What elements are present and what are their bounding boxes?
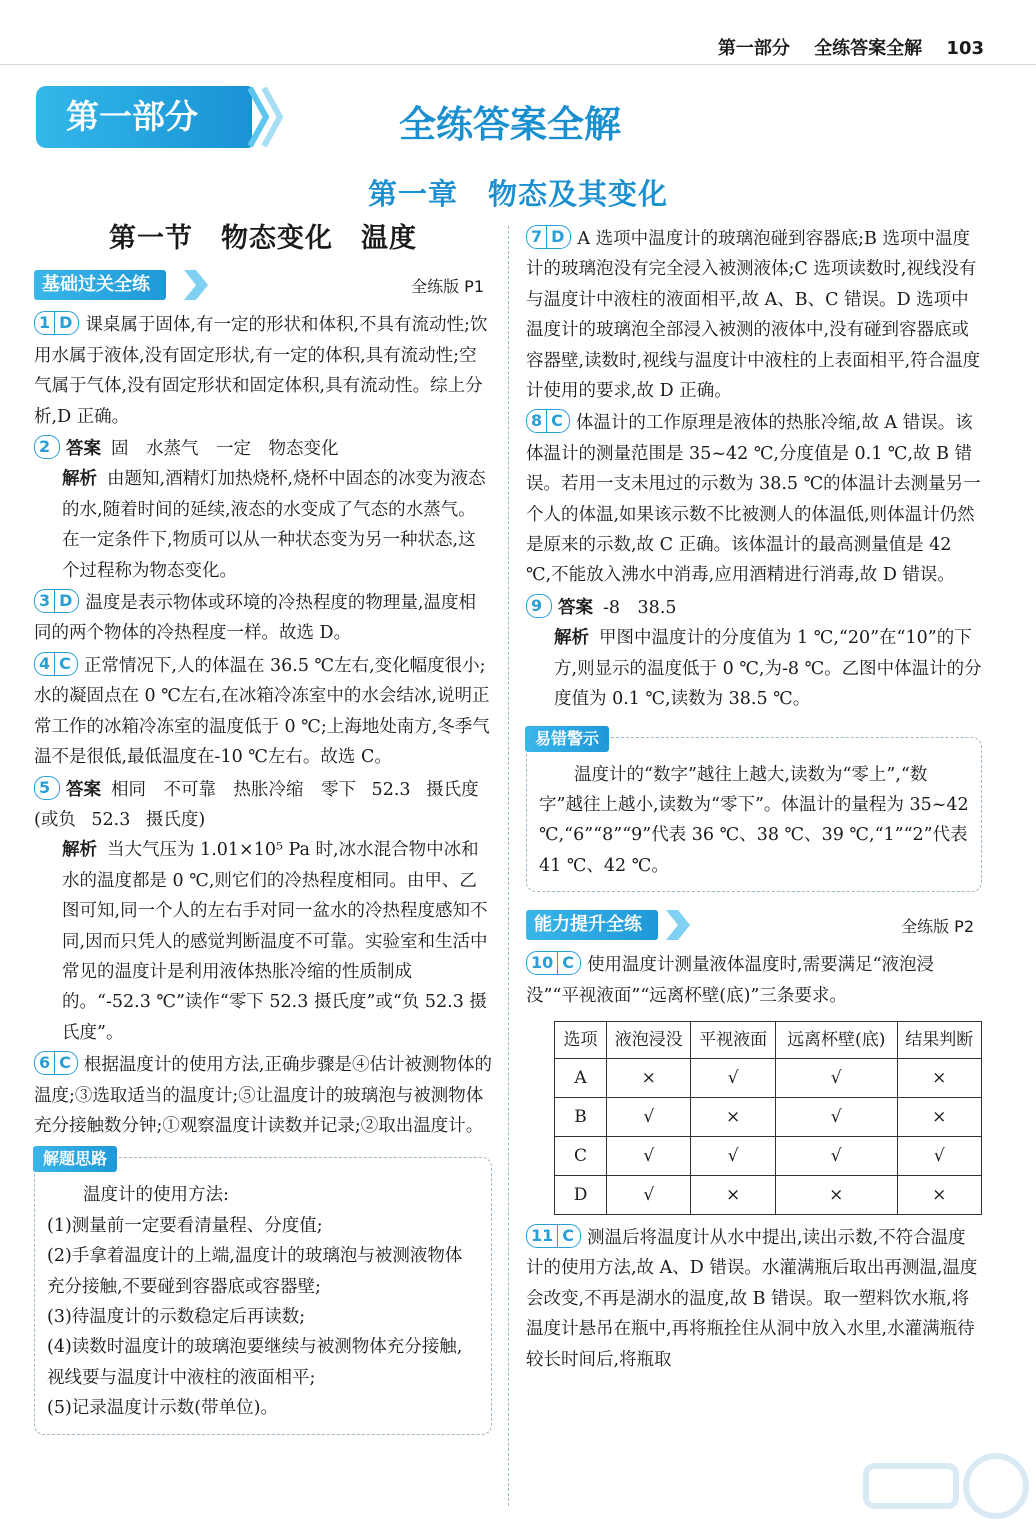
question-4 [34,651,492,773]
question-1-text: 课桌属于固体,有一定的形状和体积,不具有流动性;饮用水属于液体,没有固定形状,有一定的体积,具有流动性;空气属于气体,没有固定形状和固定体积,具有流动性。综上分析,D 正确。 [34,315,488,427]
question-7-text: A 选项中温度计的玻璃泡碰到容器底;B 选项中温度计的玻璃泡没有完全浸入被测液体;C 选项读数时,视线没有与温度计中液柱的液面相平,故 A、B、C 错误。D 选项中温度计的玻璃泡全部浸入被测的液体中,没有碰到容器底或容器壁,读数时,视线与温度计中液柱的上表面相平,符合温度计使用的要求,故 D 正确。 [526,229,981,402]
header-book-title: 全练答案全解 [814,38,923,59]
question-6 [34,1050,492,1141]
table-cell: √ [607,1136,691,1175]
question-number-badge: 2 [34,435,60,459]
question-8-text: 体温计的工作原理是液体的热胀冷缩,故 A 错误。该体温计的测量范围是 35~42 ℃,分度值是 0.1 ℃,故 B 错误。若用一支未甩过的示数为 38.5 ℃的体温计去测量另一个人的体温,如果该示数不比被测人的体温低,则体温计仍然是原来的示数,故 C 正确。该体温计的最高测量值是 42 ℃,不能放入沸水中消毒,应用酒精进行消毒,故 D 错误。 [526,413,981,586]
answer-label: 答案 [66,779,101,800]
table-cell: √ [775,1136,897,1175]
table-cell: × [691,1175,775,1214]
table-cell: × [691,1097,775,1136]
results-table [554,1021,982,1215]
table-row [555,1175,982,1214]
question-number-badge: 3 D [34,589,79,613]
table-cell: √ [897,1136,981,1175]
question-number-badge: 5 [34,776,60,800]
question-number-badge: 1 D [34,311,79,335]
question-number-badge: 10 C [526,951,581,975]
table-cell: A [555,1058,607,1097]
basic-section-tag: 基础过关全练 [34,270,166,300]
list-item: (3)待温度计的示数稳定后再读数; [47,1307,306,1327]
table-cell: √ [691,1136,775,1175]
question-2 [34,434,492,586]
basic-section-bar [34,270,492,302]
table-row [555,1058,982,1097]
answer-label: 答案 [558,597,593,618]
question-number-badge: 8 C [526,409,570,433]
question-11-text: 测温后将温度计从水中提出,读出示数,不符合温度计的使用方法,故 A、D 错误。水灌满瓶后取出再测温,温度会改变,不再是湖水的温度,故 B 错误。取一塑料饮水瓶,将温度计悬吊在瓶中,再将瓶拴住从洞中放入水里,水灌满瓶待较长时间后,将瓶取 [526,1227,978,1370]
running-header [700,34,984,60]
question-2-answer: 固 水蒸气 一定 物态变化 [111,439,339,460]
question-number-badge: 6 C [34,1051,78,1075]
question-2-explanation: 由题知,酒精灯加热烧杯,烧杯中固态的冰变为液态的水,随着时间的延续,液态的水变成了气态的水蒸气。在一定条件下,物质可以从一种状态变为另一种状态,这个过程称为物态变化。 [62,469,486,581]
question-number-badge: 4 C [34,652,78,676]
table-cell: × [607,1058,691,1097]
question-10-text: 使用温度计测量液体温度时,需要满足“液泡浸没”“平视液面”“远离杯壁(底)”三条要求。 [526,955,935,1006]
section-title: 第一节 物态变化 温度 [109,223,417,254]
ability-section-bar [526,910,982,942]
table-header-cell: 远离杯壁(底) [775,1021,897,1058]
callout-tag: 易错警示 [525,726,609,752]
question-7 [526,224,982,406]
part-banner: 第一部分 [36,86,252,148]
table-header-cell: 选项 [555,1021,607,1058]
table-cell: × [775,1175,897,1214]
question-9-explanation: 甲图中温度计的分度值为 1 ℃,“20”在“10”的下方,则显示的温度低于 0 ℃,为-8 ℃。乙图中体温计的分度值为 0.1 ℃,读数为 38.5 ℃。 [554,628,982,710]
watermark-logo [856,1446,1036,1536]
answer-label: 答案 [66,439,101,460]
header-rule [0,64,1036,65]
list-item: (4)读数时温度计的玻璃泡要继续与被测物体充分接触,视线要与温度计中液柱的液面相平; [47,1337,463,1388]
left-column [34,224,492,1435]
question-10 [526,950,982,1011]
table-cell: √ [775,1058,897,1097]
column-divider [508,226,509,1506]
solution-approach-callout [34,1149,492,1434]
table-cell: D [555,1175,607,1214]
table-cell: × [897,1058,981,1097]
page-number: 103 [946,38,984,59]
question-3-text: 温度是表示物体或环境的冷热程度的物理量,温度相同的两个物体的冷热程度一样。故选 D。 [34,593,476,644]
question-5 [34,775,492,1049]
chapter-title: 第一章 物态及其变化 [367,177,668,211]
table-cell: × [897,1097,981,1136]
chevron-arrows-icon [246,82,286,152]
table-header-row [555,1021,982,1058]
table-row [555,1136,982,1175]
callout-tag: 解题思路 [33,1146,117,1172]
question-8 [526,408,982,590]
table-header-cell: 平视液面 [691,1021,775,1058]
part-title: 全练答案全解 [399,103,621,146]
callout-text: 温度计的“数字”越往上越大,读数为“零上”,“数字”越往上越小,读数为“零下”。体温计的量程为 35~42 ℃,“6”“8”“9”代表 36 ℃、38 ℃、39 ℃,“1”“2”代表 41 ℃、42 ℃。 [539,764,969,876]
tag-arrow-icon [184,270,210,300]
question-number-badge: 11 C [526,1224,581,1248]
question-number-badge: 9 [526,594,552,618]
question-number-badge: 7 D [526,225,571,249]
table-cell: √ [607,1175,691,1214]
explanation-label: 解析 [554,628,589,649]
header-part-label: 第一部分 [717,38,790,59]
question-9-answer: -8 38.5 [603,597,677,618]
table-cell: √ [607,1097,691,1136]
question-11 [526,1223,982,1375]
table-header-cell: 液泡浸没 [607,1021,691,1058]
list-item: (5)记录温度计示数(带单位)。 [47,1398,278,1419]
list-item: (2)手拿着温度计的上端,温度计的玻璃泡与被测液物体充分接触,不要碰到容器底或容器壁; [47,1246,463,1297]
basic-section-ref: 全练版 P1 [411,277,484,297]
table-row [555,1097,982,1136]
right-column [526,224,982,1377]
table-cell: √ [775,1097,897,1136]
table-cell: √ [691,1058,775,1097]
question-5-answer: 相同 不可靠 热胀冷缩 零下 52.3 摄氏度(或负 52.3 摄氏度) [34,779,479,830]
callout-intro: 温度计的使用方法: [83,1185,229,1206]
question-1 [34,310,492,432]
list-item: (1)测量前一定要看清量程、分度值; [47,1215,323,1236]
table-cell: C [555,1136,607,1175]
table-header-cell: 结果判断 [897,1021,981,1058]
explanation-label: 解析 [62,469,97,490]
question-5-explanation: 当大气压为 1.01×10⁵ Pa 时,冰水混合物中冰和水的温度都是 0 ℃,则它们的冷热程度相同。由甲、乙图可知,同一个人的左右手对同一盆水的冷热程度感知不同,因而只凭人的感觉判断温度不可靠。实验室和生活中常见的温度计是利用液体热胀冷缩的性质制成的。“-52.3 ℃”读作“零下 52.3 摄氏度”或“负 52.3 摄氏度”。 [62,840,488,1043]
table-cell: B [555,1097,607,1136]
question-6-text: 根据温度计的使用方法,正确步骤是④估计被测物体的温度;③选取适当的温度计;⑤让温度计的玻璃泡与被测物体充分接触数分钟;①观察温度计读数并记录;②取出温度计。 [34,1055,492,1136]
question-3 [34,588,492,649]
ability-section-tag: 能力提升全练 [526,910,658,940]
table-cell: × [897,1175,981,1214]
question-4-text: 正常情况下,人的体温在 36.5 ℃左右,变化幅度很小;水的凝固点在 0 ℃左右,在冰箱冷冻室中的水会结冰,说明正常工作的冰箱冷冻室的温度低于 0 ℃;上海地处南方,冬季气温不是很低,最低温度在-10 ℃左右。故选 C。 [34,655,490,768]
ability-section-ref: 全练版 P2 [901,917,974,937]
explanation-label: 解析 [62,840,97,861]
question-9 [526,593,982,715]
tag-arrow-icon [666,910,692,940]
common-mistake-callout [526,728,982,893]
